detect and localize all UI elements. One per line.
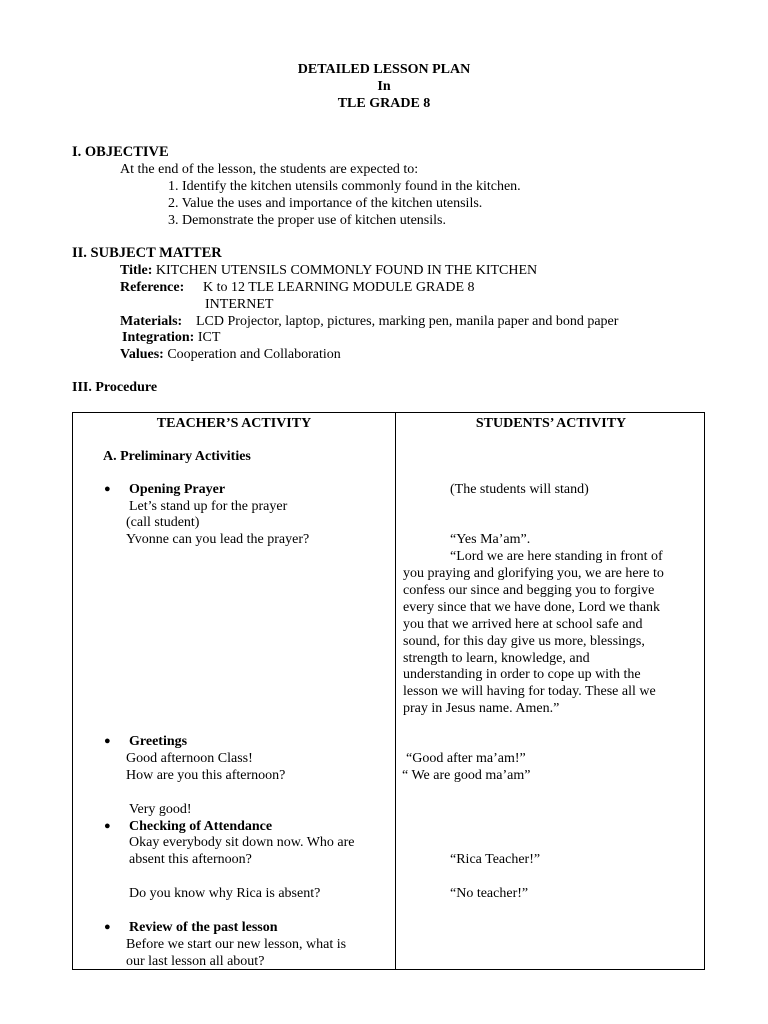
subject-matter-heading: II. SUBJECT MATTER	[72, 245, 222, 261]
bullet-icon: ●	[104, 735, 111, 747]
objective-intro: At the end of the lesson, the students are expected to:	[120, 162, 419, 177]
doc-title-line3: TLE GRADE 8	[337, 96, 431, 111]
integration-row	[122, 329, 220, 346]
reference-value: INTERNET	[205, 297, 274, 312]
values-value: Cooperation and Collaboration	[167, 347, 341, 362]
teacher-line: Let’s stand up for the prayer	[129, 499, 288, 514]
prayer-line: strength to learn, knowledge, and	[403, 651, 590, 666]
title-value: KITCHEN UTENSILS COMMONLY FOUND IN THE KITCHEN	[155, 263, 538, 278]
title-label: Title:	[120, 263, 153, 278]
prayer-line: “Lord we are here standing in front of	[450, 549, 663, 564]
greetings-heading: Greetings	[129, 734, 188, 749]
materials-label: Materials:	[120, 314, 183, 329]
prayer-line: confess our since and begging you to forgive	[403, 583, 655, 598]
values-row	[120, 346, 341, 363]
objective-heading: I. OBJECTIVE	[72, 144, 169, 160]
column-divider	[395, 413, 396, 969]
procedure-heading: III. Procedure	[72, 380, 158, 395]
student-line: “ We are good ma’am”	[402, 768, 531, 783]
prayer-line: understanding in order to cope up with the	[403, 667, 641, 682]
doc-title-line1: DETAILED LESSON PLAN	[297, 62, 471, 77]
title-row	[120, 262, 537, 279]
teacher-line: Okay everybody sit down now. Who are	[129, 835, 355, 850]
student-line: “Good after ma’am!”	[406, 751, 526, 766]
objective-item: 3. Demonstrate the proper use of kitchen utensils.	[168, 213, 446, 228]
teacher-line: (call student)	[126, 515, 200, 530]
doc-title-line2: In	[377, 79, 391, 94]
prayer-line: pray in Jesus name. Amen.”	[403, 701, 560, 716]
student-line: “Rica Teacher!”	[450, 852, 541, 867]
preliminary-activities-heading: A. Preliminary Activities	[103, 449, 251, 464]
opening-prayer-heading: Opening Prayer	[129, 482, 226, 497]
teacher-line: Before we start our new lesson, what is	[126, 937, 347, 952]
integration-value: ICT	[197, 330, 221, 345]
bullet-icon: ●	[104, 483, 111, 495]
objective-item: 2. Value the uses and importance of the kitchen utensils.	[168, 196, 483, 211]
bullet-icon: ●	[104, 820, 111, 832]
bullet-icon: ●	[104, 921, 111, 933]
procedure-table	[72, 412, 705, 970]
prayer-line: every since that we have done, Lord we thank	[403, 600, 660, 615]
prayer-line: lesson we will having for today. These all we	[403, 684, 656, 699]
integration-label: Integration:	[122, 330, 195, 345]
teacher-activity-header: TEACHER’S ACTIVITY	[156, 416, 312, 431]
prayer-line: sound, for this day give us more, blessings,	[403, 634, 645, 649]
teacher-line: Do you know why Rica is absent?	[129, 886, 321, 901]
teacher-line: Good afternoon Class!	[126, 751, 253, 766]
attendance-heading: Checking of Attendance	[129, 819, 273, 834]
reference-label: Reference:	[120, 280, 185, 295]
teacher-line: absent this afternoon?	[129, 852, 252, 867]
objective-item: 1. Identify the kitchen utensils commonly found in the kitchen.	[168, 179, 521, 194]
teacher-line: our last lesson all about?	[126, 954, 265, 969]
teacher-line: Yvonne can you lead the prayer?	[126, 532, 310, 547]
values-label: Values:	[120, 347, 164, 362]
reference-value: K to 12 TLE LEARNING MODULE GRADE 8	[203, 280, 475, 295]
prayer-line: you praying and glorifying you, we are here to	[403, 566, 664, 581]
student-line: “No teacher!”	[450, 886, 529, 901]
student-line: “Yes Ma’am”.	[450, 532, 531, 547]
teacher-line: Very good!	[129, 802, 192, 817]
materials-value: LCD Projector, laptop, pictures, marking pen, manila paper and bond paper	[196, 314, 619, 329]
review-heading: Review of the past lesson	[129, 920, 278, 935]
teacher-line: How are you this afternoon?	[126, 768, 286, 783]
prayer-line: you that we arrived here at school safe and	[403, 617, 643, 632]
student-line: (The students will stand)	[450, 482, 589, 497]
students-activity-header: STUDENTS’ ACTIVITY	[475, 416, 627, 431]
